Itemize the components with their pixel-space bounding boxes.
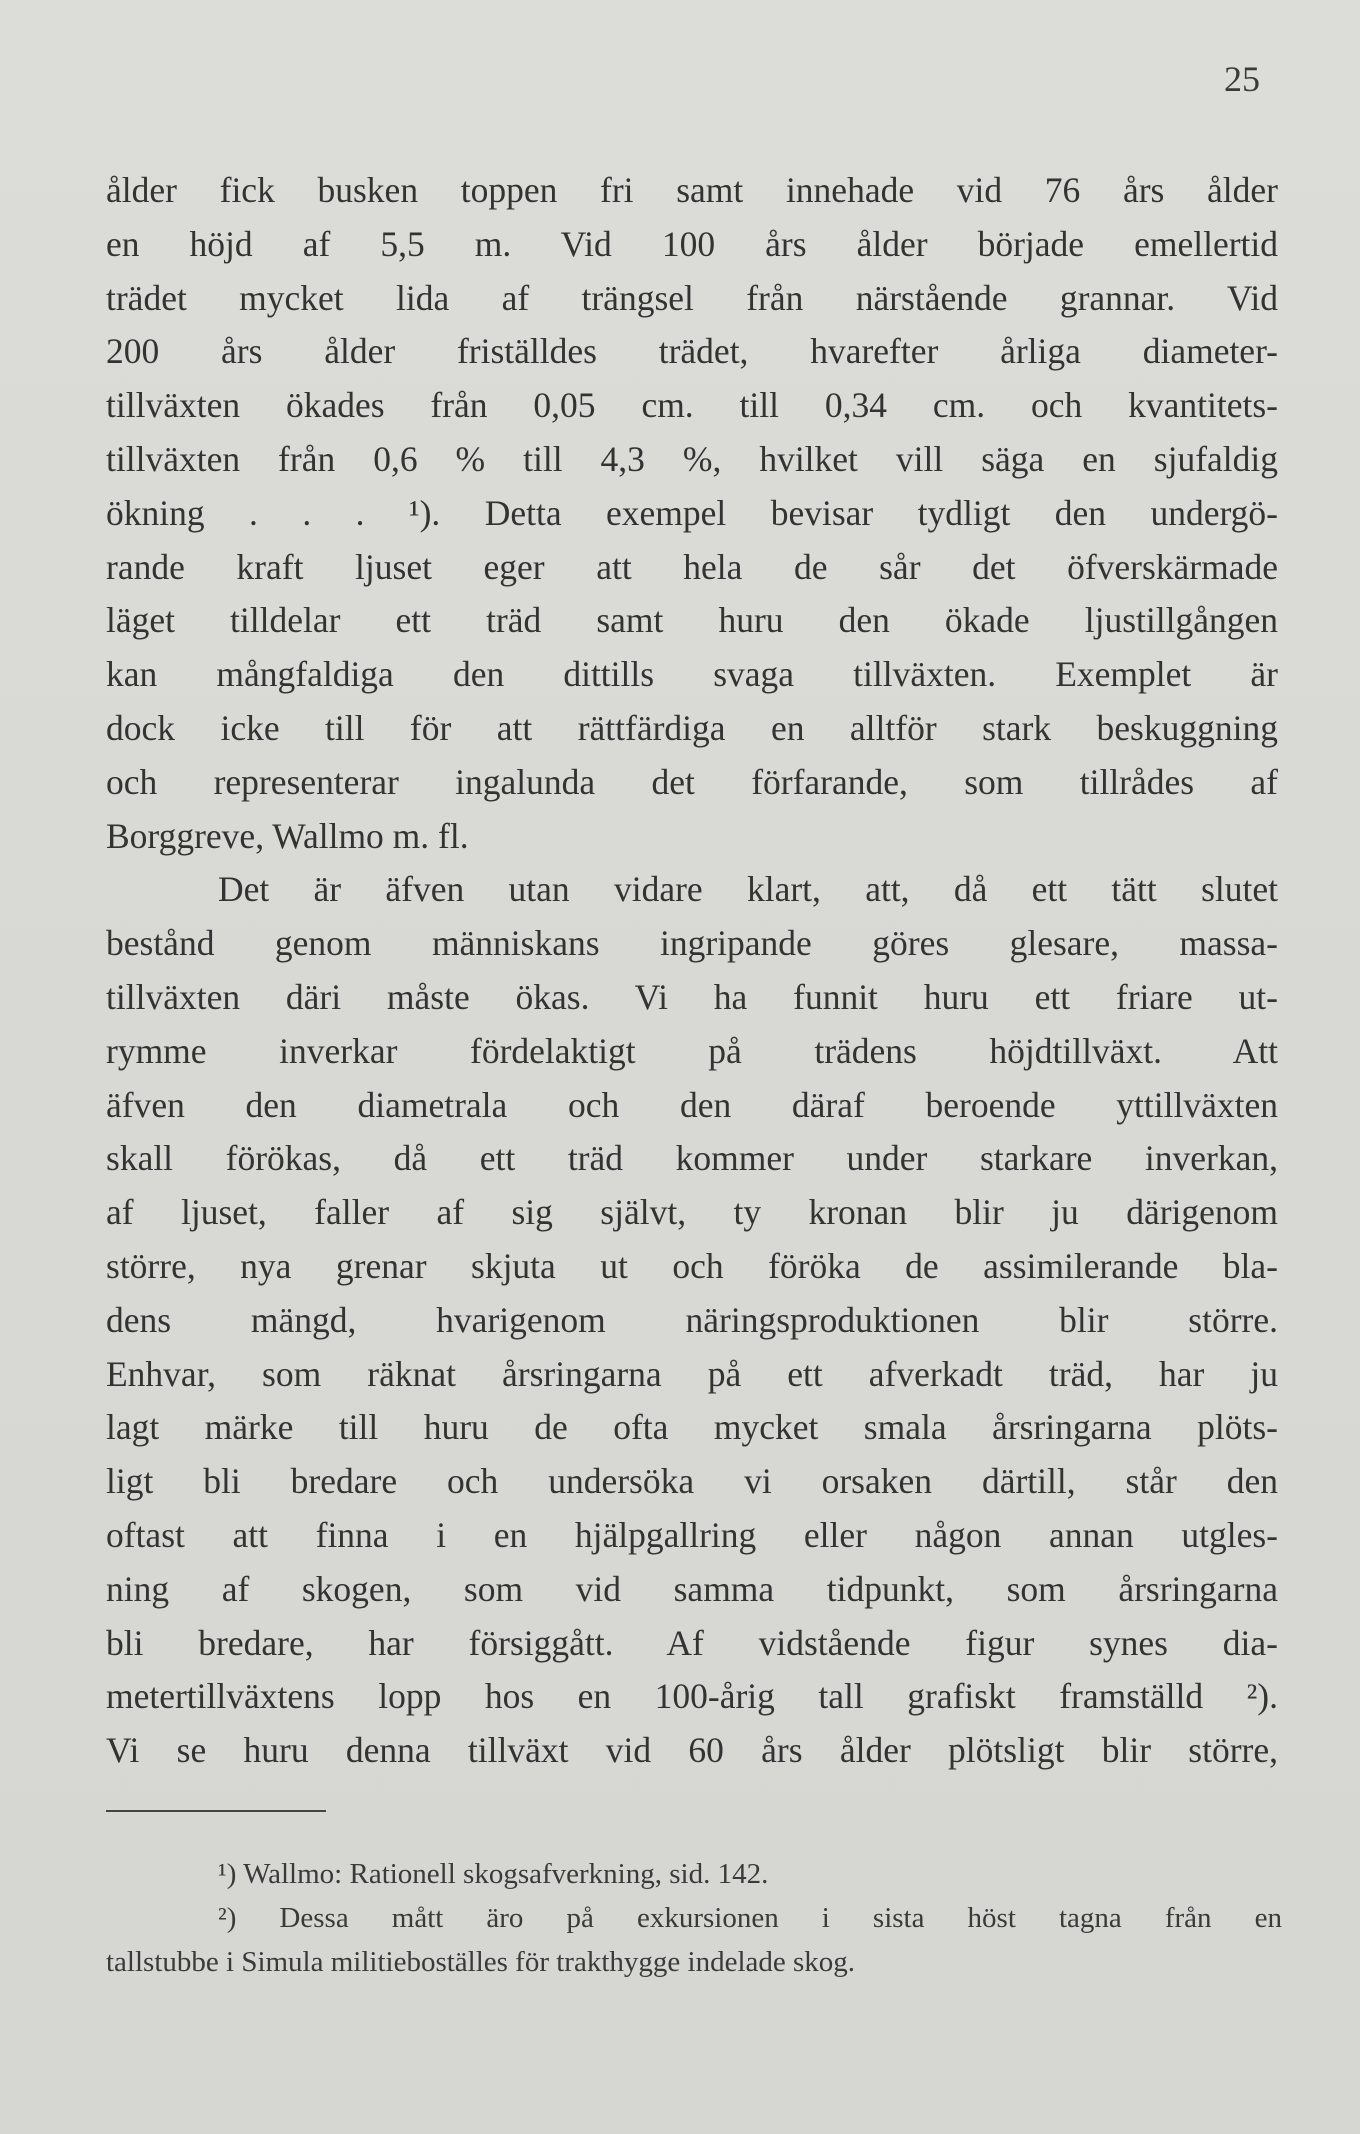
- text-line: och representerar ingalunda det förfarande, som tillrådes af: [106, 761, 1278, 802]
- text-line: Det är äfven utan vidare klart, att, då ett tätt slutet: [218, 869, 1278, 910]
- text-line: af ljuset, faller af sig självt, ty kronan blir ju därigenom: [106, 1192, 1278, 1233]
- text-line: bli bredare, har försiggått. Af vidstående figur synes dia-: [106, 1622, 1278, 1663]
- text-line: ligt bli bredare och undersöka vi orsaken därtill, står den: [106, 1461, 1278, 1502]
- text-line: tillväxten ökades från 0,05 cm. till 0,34 cm. och kvantitets-: [106, 385, 1278, 426]
- text-line: rande kraft ljuset eger att hela de sår det öfverskärmade: [106, 546, 1278, 587]
- page-number: 25: [1224, 59, 1260, 99]
- text-line: tillväxten däri måste ökas. Vi ha funnit huru ett friare ut-: [106, 976, 1278, 1017]
- paragraph-2: [106, 863, 1278, 1778]
- footnote-1: [106, 1852, 1282, 1896]
- text-line: Borggreve, Wallmo m. fl.: [106, 815, 469, 856]
- footnote-line: tallstubbe i Simula militieboställes för trakthygge indelade skog.: [106, 1946, 856, 1978]
- text-line: metertillväxtens lopp hos en 100-årig tall grafiskt framställd ²).: [106, 1676, 1278, 1717]
- text-line: ökning . . . ¹). Detta exempel bevisar tydligt den undergö-: [106, 492, 1278, 533]
- text-line: tillväxten från 0,6 % till 4,3 %, hvilket vill säga en sjufaldig: [106, 438, 1278, 479]
- text-line: skall förökas, då ett träd kommer under starkare inverkan,: [106, 1138, 1278, 1179]
- footnote-divider: [106, 1810, 326, 1812]
- text-line: dens mängd, hvarigenom näringsproduktionen blir större.: [106, 1299, 1278, 1340]
- footnote-line: ²) Dessa mått äro på exkursionen i sista höst tagna från en: [218, 1902, 1282, 1934]
- footnote-2: [106, 1896, 1282, 1984]
- text-line: ålder fick busken toppen fri samt innehade vid 76 års ålder: [106, 170, 1278, 210]
- text-line: Vi se huru denna tillväxt vid 60 års ålder plötsligt blir större,: [106, 1730, 1278, 1771]
- text-line: oftast att finna i en hjälpgallring eller någon annan utgles-: [106, 1514, 1278, 1555]
- paragraph-1: [106, 164, 1278, 863]
- text-line: dock icke till för att rättfärdiga en alltför stark beskuggning: [106, 707, 1278, 748]
- text-line: ning af skogen, som vid samma tidpunkt, som årsringarna: [106, 1568, 1278, 1609]
- text-line: rymme inverkar fördelaktigt på trädens höjdtillväxt. Att: [106, 1030, 1278, 1071]
- footnotes: [106, 1852, 1282, 1984]
- text-line: bestånd genom människans ingripande göres glesare, massa-: [106, 923, 1278, 964]
- footnote-line: ¹) Wallmo: Rationell skogsafverkning, sid. 142.: [218, 1858, 769, 1890]
- text-line: 200 års ålder friställdes trädet, hvarefter årliga diameter-: [106, 331, 1278, 372]
- text-line: äfven den diametrala och den däraf beroende yttillväxten: [106, 1084, 1278, 1125]
- text-line: större, nya grenar skjuta ut och föröka de assimilerande bla-: [106, 1245, 1278, 1286]
- text-line: trädet mycket lida af trängsel från närstående grannar. Vid: [106, 277, 1278, 318]
- text-line: lagt märke till huru de ofta mycket smala årsringarna plöts-: [106, 1407, 1278, 1448]
- text-line: Enhvar, som räknat årsringarna på ett afverkadt träd, har ju: [106, 1353, 1278, 1394]
- text-line: kan mångfaldiga den dittills svaga tillväxten. Exemplet är: [106, 654, 1278, 695]
- text-line: en höjd af 5,5 m. Vid 100 års ålder började emellertid: [106, 223, 1278, 264]
- text-line: läget tilldelar ett träd samt huru den ökade ljustillgången: [106, 600, 1278, 641]
- body-text: [106, 164, 1278, 1778]
